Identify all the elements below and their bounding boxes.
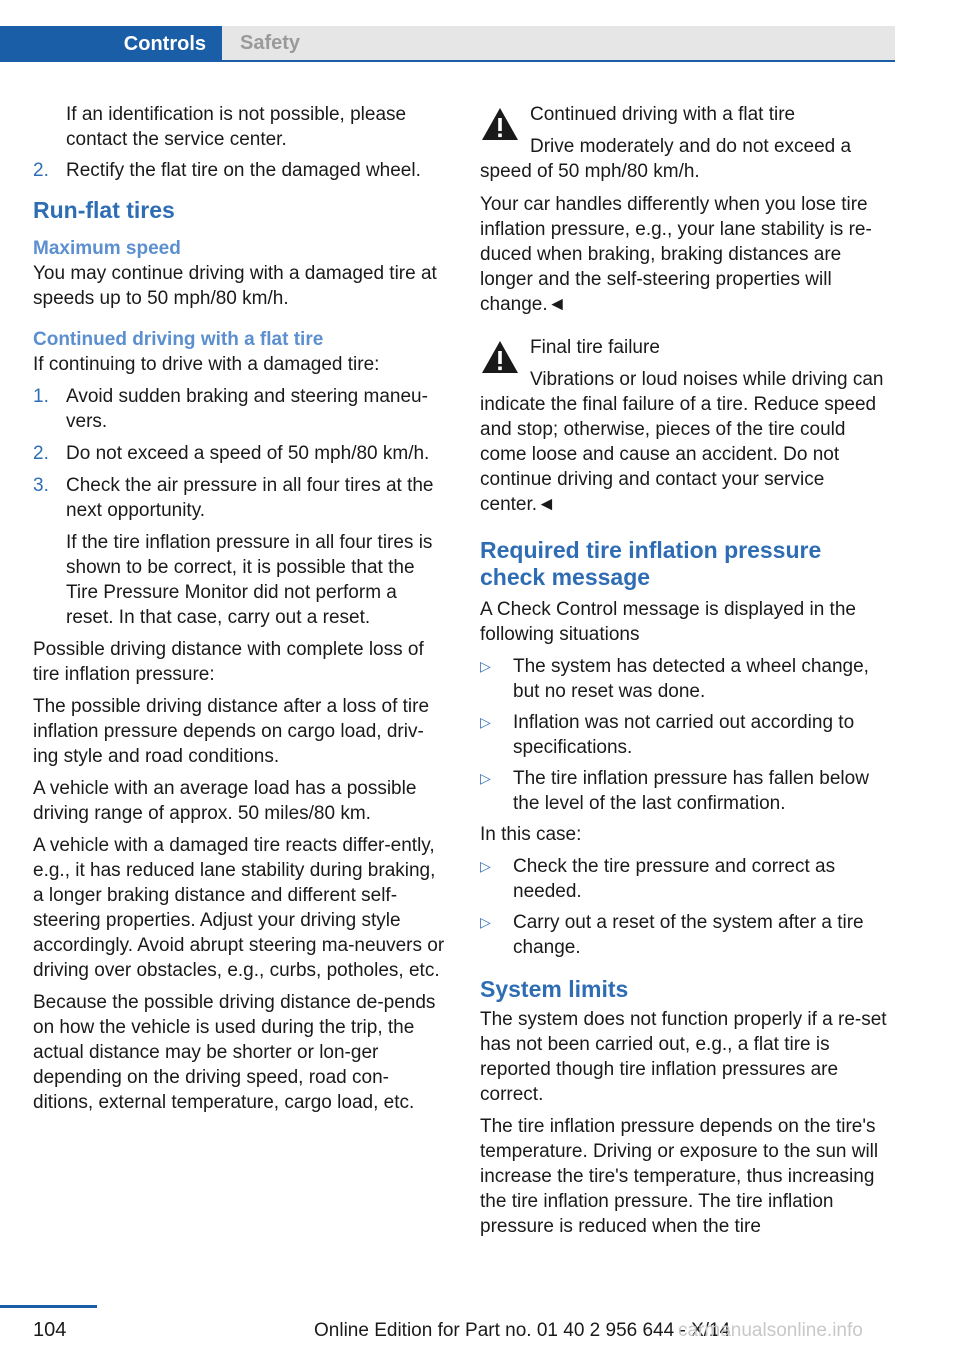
list-text: Check the tire pressure and correct as needed. (513, 856, 836, 902)
warning-block (480, 102, 890, 184)
paragraph: The possible driving distance after a loss of tire inflation pressure depends on cargo load, driv‐ing style and road conditions. (33, 696, 430, 767)
list-text: Inflation was not carried out according to specifications. (513, 712, 855, 758)
list-text: Carry out a reset of the system after a tire change. (513, 912, 864, 958)
warning-title: Final tire failure (530, 337, 660, 358)
list-item (33, 384, 449, 434)
triangle-bullet-icon: ▷ (480, 714, 491, 730)
list-item (480, 710, 890, 760)
run-flat-heading: Run-flat tires (33, 197, 175, 223)
paragraph: Because the possible driving distance de‐pends on how the vehicle is used during the trip, the actual distance may be shorter or lon‐ger depending on the driving speed, road con‐ditions, external temperature, cargo load, etc. (33, 992, 436, 1113)
edition-text: Online Edition for Part no. 01 40 2 956 644 - X/14 (314, 1320, 731, 1341)
intro-text: If an identification is not possible, please contact the service center. (66, 104, 407, 150)
paragraph: The tire inflation pressure depends on the tire's temperature. Driving or exposure to the sun will increase the tire's temperature, thus increasing the tire inflation pressure. The tire inflation pressure is reduced when the tire (480, 1116, 879, 1237)
list-number: 3. (33, 475, 49, 496)
list-text: Avoid sudden braking and steering maneu‐vers. (66, 386, 428, 432)
in-this-case: In this case: (480, 824, 582, 845)
step-number: 2. (33, 160, 49, 181)
paragraph: The system does not function properly if a re‐set has not been carried out, e.g., a flat tire is reported though tire inflation pressures are correct. (480, 1009, 887, 1105)
warning-icon (480, 339, 520, 375)
list-number: 2. (33, 443, 49, 464)
left-column (33, 102, 449, 1122)
warning-text: Vibrations or loud noises while driving can indicate the final failure of a tire. Reduce speed and stop; otherwise, pieces of the tire could come loose and cause an accident. Do not continue driving and contact your service center.◄ (480, 369, 884, 515)
step-text: Rectify the flat tire on the damaged wheel. (66, 160, 421, 181)
header-rule (222, 60, 895, 62)
watermark: carmanualsonline.info (678, 1320, 863, 1341)
warning-text: Drive moderately and do not exceed a speed of 50 mph/80 km/h. (480, 136, 852, 182)
page-number: 104 (33, 1319, 67, 1341)
list-body (66, 473, 449, 630)
paragraph: Your car handles differently when you lose tire inflation pressure, e.g., your lane stability is re‐duced when braking, braking distances are longer and the self-steering properties will change.◄ (480, 194, 872, 315)
list-text: The tire inflation pressure has fallen below the level of the last confirmation. (513, 768, 869, 814)
list-item (480, 854, 890, 904)
max-speed-text: You may continue driving with a damaged tire at speeds up to 50 mph/80 km/h. (33, 263, 437, 309)
warning-block (480, 335, 890, 517)
triangle-bullet-icon: ▷ (480, 770, 491, 786)
right-column (480, 102, 890, 1246)
footer-rule (0, 1305, 97, 1308)
step-2 (33, 158, 449, 183)
required-intro: A Check Control message is displayed in the following situations (480, 599, 856, 645)
continued-heading: Continued driving with a flat tire (33, 329, 324, 350)
triangle-bullet-icon: ▷ (480, 858, 491, 874)
list-subtext: If the tire inflation pressure in all four tires is shown to be correct, it is possible that the Tire Pressure Monitor did not perform a reset. In that case, carry out a reset. (66, 532, 433, 628)
max-speed-heading: Maximum speed (33, 238, 181, 259)
triangle-bullet-icon: ▷ (480, 658, 491, 674)
paragraph: A vehicle with a damaged tire reacts differ‐ently, e.g., it has reduced lane stability during braking, a longer braking distance and different self-steering properties. Adjust your driving style accordingly. Avoid abrupt steering ma‐neuvers or driving over obstacles, e.g., curbs, potholes, etc. (33, 835, 445, 981)
warning-title: Continued driving with a flat tire (530, 104, 796, 125)
page-header (0, 26, 895, 62)
limits-heading: System limits (480, 976, 629, 1002)
tab-controls: Controls (0, 26, 222, 62)
list-item (480, 766, 890, 816)
paragraph: A vehicle with an average load has a possible driving range of approx. 50 miles/80 km. (33, 778, 417, 824)
list-text: The system has detected a wheel change, but no reset was done. (513, 656, 869, 702)
tab-safety: Safety (222, 26, 895, 60)
required-heading: Required tire inflation pressure check message (480, 537, 822, 590)
list-item (33, 441, 449, 466)
list-item (33, 473, 449, 630)
warning-icon (480, 106, 520, 142)
list-text: Check the air pressure in all four tires at the next opportunity. (66, 475, 434, 521)
paragraph: Possible driving distance with complete loss of tire inflation pressure: (33, 639, 424, 685)
list-number: 1. (33, 386, 49, 407)
continued-intro: If continuing to drive with a damaged tire: (33, 354, 380, 375)
list-item (480, 654, 890, 704)
list-item (480, 910, 890, 960)
triangle-bullet-icon: ▷ (480, 914, 491, 930)
list-text: Do not exceed a speed of 50 mph/80 km/h. (66, 443, 430, 464)
